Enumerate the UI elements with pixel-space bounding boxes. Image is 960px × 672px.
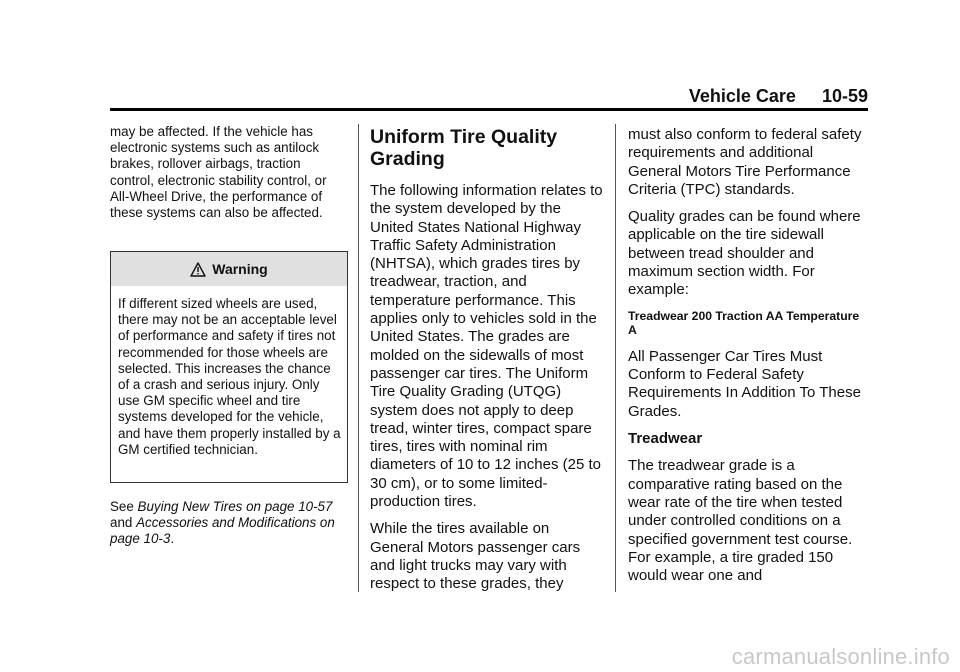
col3-paragraph-1: must also conform to federal safety requirements and additional General Motors Tire Performance Criteria (TPC) standards. [628, 126, 862, 198]
grade-example: Treadwear 200 Traction AA Temperature A [628, 308, 860, 338]
column-divider-2 [615, 124, 616, 592]
col3-paragraph-4: The treadwear grade is a comparative rating based on the wear rate of the tire when tested under controlled conditions on a specified government test course. For example, a tire graded 150 would wear one and [628, 457, 853, 585]
warning-triangle-icon [190, 262, 206, 277]
header-text [689, 86, 868, 107]
see-link-accessories[interactable]: Accessories and Modifications on page 10-3 [110, 515, 335, 547]
warning-header [111, 252, 347, 286]
page-number: 10-59 [821, 86, 868, 106]
see-suffix: . [170, 531, 175, 547]
section-heading: Uniform Tire Quality Grading [370, 126, 558, 170]
treadwear-subheading: Treadwear [628, 430, 703, 448]
warning-title: Warning [212, 261, 268, 277]
col3-paragraph-3: All Passenger Car Tires Must Conform to Federal Safety Requirements In Addition To These Grades. [628, 347, 861, 420]
watermark: carmanualsonline.info [731, 644, 950, 669]
column-3 [628, 126, 868, 594]
see-prefix: See [110, 499, 138, 514]
header-rule [110, 108, 868, 111]
col3-paragraph-2: Quality grades can be found where applicable on the tire sidewall between tread shoulder and maximum section width. For example: [628, 208, 861, 299]
col2-paragraph-1: The following information relates to the system developed by the United States National Highway Traffic Safety Administration (NHTSA), which grades tires by treadwear, traction, and temperature performance. This applies only to vehicles sold in the United States. The grades are molded on the sidewalls of most passenger car tires. The Uniform Tire Quality Grading (UTQG) system does not apply to deep tread, winter tires, compact spare tires, tires with nominal rim diameters of 10 to 12 inches (25 to 30 cm), or to some limited-production tires. [370, 182, 603, 511]
column-2 [370, 126, 606, 603]
section-title: Vehicle Care [688, 86, 796, 106]
page-header [110, 86, 868, 108]
column-1 [110, 124, 348, 231]
intro-paragraph: may be affected. If the vehicle has electronic systems such as antilock brakes, rollover airbags, traction control, electronic stability control, or All-Wheel Drive, the performance of these systems can also be affected. [110, 124, 327, 221]
see-and: and [110, 515, 137, 531]
warning-box [110, 251, 348, 483]
see-link-buying-new-tires[interactable]: Buying New Tires on page 10-57 [137, 499, 333, 514]
col2-paragraph-2: While the tires available on General Motors passenger cars and light trucks may vary with respect to these grades, they [370, 520, 581, 593]
see-also [110, 499, 348, 548]
column-divider-1 [358, 124, 359, 592]
warning-text: If different sized wheels are used, there may not be an acceptable level of performance and safety if tires not recommended for those wheels are selected. This increases the chance of a crash and serious injury. Only use GM specific wheel and tire systems developed for the vehicle, and have them properly installed by a GM certified technician. [118, 296, 341, 457]
